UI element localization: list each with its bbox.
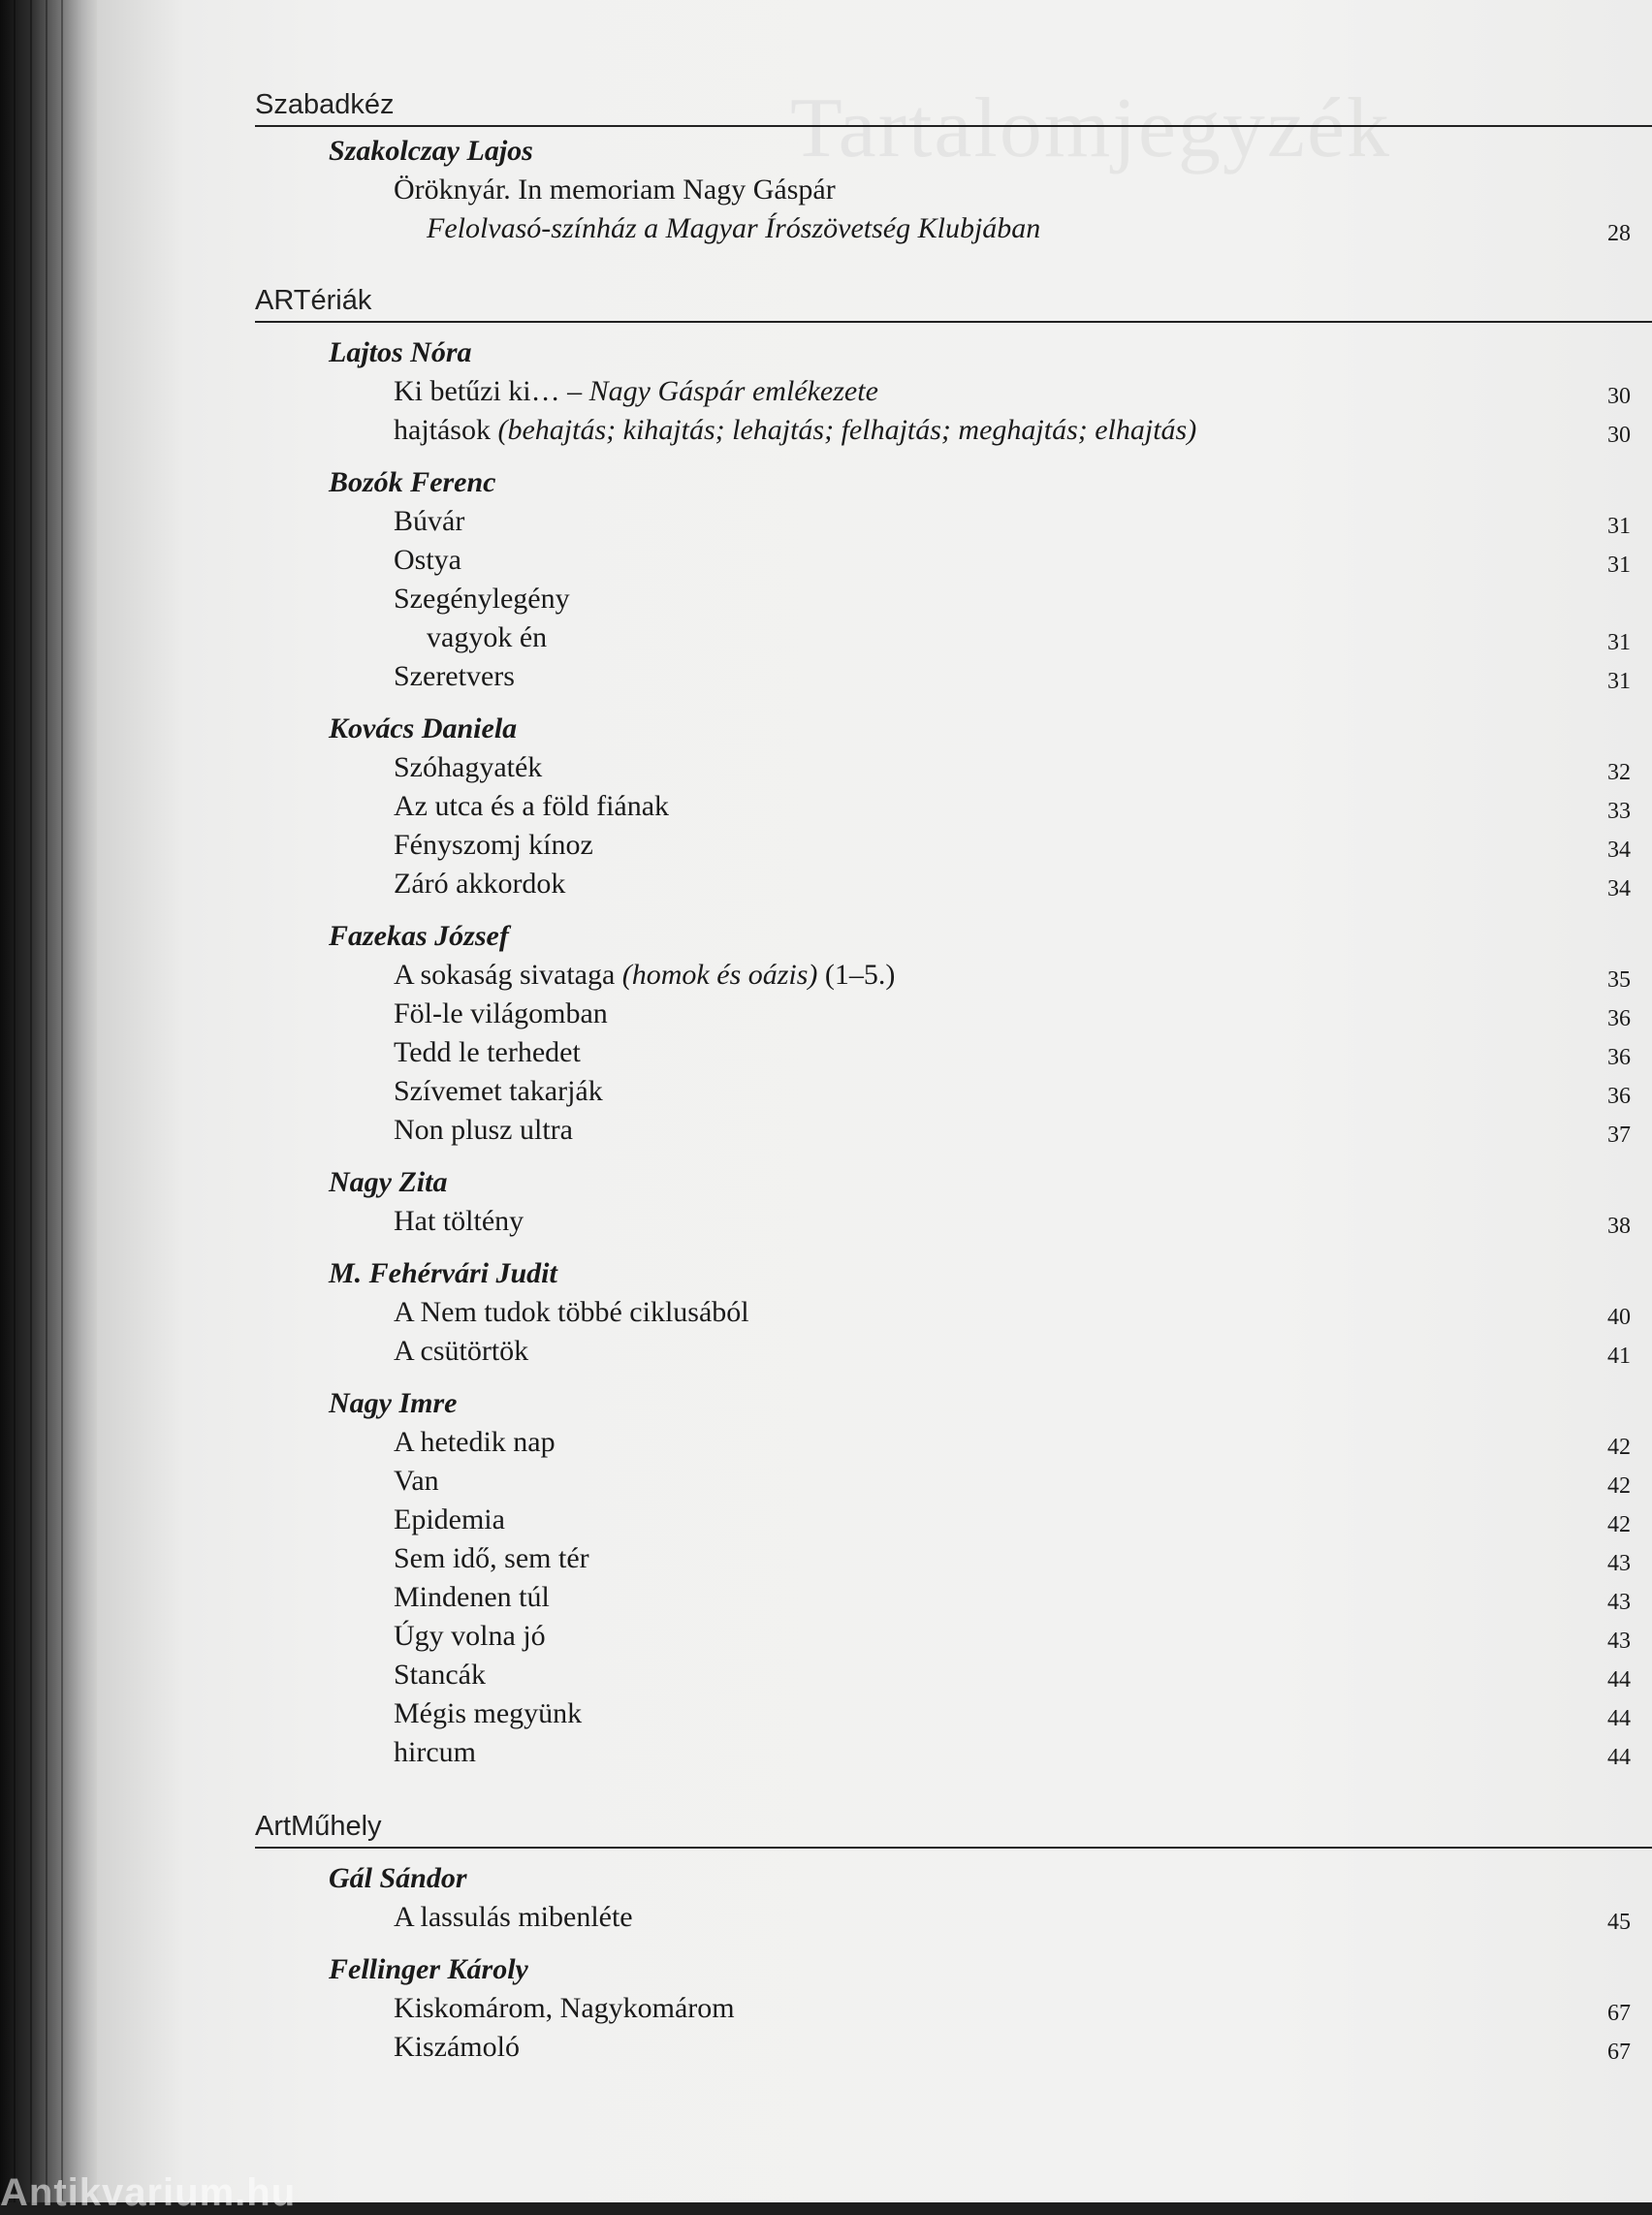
spine-fiber [14,0,16,2202]
page-number: 44 [1607,1706,1631,1731]
entry-title-italic: Nagy Gáspár emlékezete [588,375,878,407]
entry-title [394,995,608,1033]
toc-entry-row [97,865,1652,903]
toc-entry-row [97,1989,1652,2028]
entry-title [394,502,464,541]
entry-title [394,1202,524,1241]
entry-title [394,411,1196,450]
toc-entry-row [97,826,1652,865]
page-number: 45 [1607,1910,1631,1935]
toc-entry-row [97,1733,1652,1772]
page-number: 42 [1607,1473,1631,1499]
page-number: 34 [1607,876,1631,902]
author-name: Kovács Daniela [329,712,518,744]
entry-title [394,1293,749,1332]
entry-title [394,865,565,903]
page-number: 42 [1607,1512,1631,1537]
entry-title-text: A hetedik nap [394,1426,556,1458]
toc-author-row [97,333,1652,372]
page-number: 31 [1607,553,1631,578]
toc-entry-row [97,502,1652,541]
page-number: 30 [1607,423,1631,448]
entry-title-text: Öröknyár. In memoriam Nagy Gáspár [394,174,836,206]
page-number: 31 [1607,630,1631,655]
entry-title [394,1733,476,1772]
page-number: 67 [1607,2040,1631,2065]
toc-entry-row [97,1293,1652,1332]
entry-title [394,1578,550,1617]
entry-title [394,1423,556,1462]
entry-title-text: Szeretvers [394,660,515,692]
entry-title [394,541,461,580]
author-name: M. Fehérvári Judit [329,1257,557,1289]
entry-title [394,956,895,995]
page-number: 40 [1607,1305,1631,1330]
section-heading: Szabadkéz [255,87,1652,127]
page-number: 33 [1607,799,1631,824]
page-number: 44 [1607,1745,1631,1770]
toc-author-row [97,917,1652,956]
toc-entry-row [97,1617,1652,1656]
page-number: 31 [1607,669,1631,694]
entry-title [394,1111,573,1150]
entry-title-text: vagyok én [427,621,548,653]
spine-fiber [30,0,32,2202]
toc-author-row [97,132,1652,171]
toc-entry-row [97,1423,1652,1462]
entry-title-italic: (behajtás; kihajtás; lehajtás; felhajtás; meghajtás; elhajtás) [497,414,1197,446]
entry-title [394,1501,505,1539]
toc-entry-row [97,1539,1652,1578]
toc-entry-row [97,1332,1652,1371]
entry-title [394,826,593,865]
entry-title-text: Föl-le világomban [394,997,608,1029]
page-number: 36 [1607,1006,1631,1031]
toc-entry-row [97,956,1652,995]
toc-entry-row [97,1656,1652,1694]
toc-entry-row [97,1033,1652,1072]
entry-title [427,209,1040,248]
entry-title-text: Szóhagyaték [394,751,543,783]
author-name: Gál Sándor [329,1862,467,1894]
page-number: 38 [1607,1214,1631,1239]
toc-entry-row [97,1694,1652,1733]
toc-entry-row [97,372,1652,411]
page-number: 37 [1607,1123,1631,1148]
entry-title [394,1617,546,1656]
toc-author-row [97,1384,1652,1423]
toc-entry-row [97,787,1652,826]
entry-title [394,657,515,696]
toc-entry-row [97,411,1652,450]
toc-entry-row [97,1111,1652,1150]
entry-title [394,1694,582,1733]
entry-title-text: A sokaság sivataga [394,959,622,991]
entry-title-text: hajtások [394,414,498,446]
section-heading: ArtMűhely [255,1809,1652,1849]
entry-title [394,171,836,209]
entry-title [394,1539,589,1578]
author-name: Nagy Zita [329,1166,448,1198]
entry-title [394,748,542,787]
entry-title-text: Ki betűzi ki… – [394,375,589,407]
entry-title [394,1033,581,1072]
entry-title [427,618,547,657]
toc-entry-row [97,2028,1652,2067]
page-number: 43 [1607,1551,1631,1576]
entry-title-text: Úgy volna jó [394,1620,546,1652]
entry-title [394,1989,735,2028]
entry-title-text: Az utca és a föld fiának [394,790,670,822]
entry-title-text: Hat töltény [394,1205,524,1237]
page-number: 67 [1607,2001,1631,2026]
entry-title [394,1656,486,1694]
entry-title-italic: (homok és oázis) [621,959,818,991]
author-name: Szakolczay Lajos [329,135,533,167]
show-through-heading: Tartalomjegyzék [790,81,1392,175]
entry-title [394,1072,603,1111]
entry-title-text: A lassulás mibenléte [394,1901,633,1933]
entry-title-text: Kiszámoló [394,2031,520,2063]
entry-title-text: Fényszomj kínoz [394,829,593,861]
entry-title-text: Van [394,1465,439,1497]
entry-title-text: Stancák [394,1659,486,1691]
spine-fiber [61,0,63,2202]
author-name: Nagy Imre [329,1387,458,1419]
section-heading: ARTériák [255,283,1652,323]
entry-title-text: hircum [394,1736,476,1768]
entry-title [394,787,669,826]
entry-title-text: Non plusz ultra [394,1114,573,1146]
toc-entry-row [97,1202,1652,1241]
entry-title [394,1898,633,1937]
entry-title-text: Epidemia [394,1503,505,1535]
page-number: 44 [1607,1667,1631,1693]
entry-title-text: Búvár [394,505,465,537]
entry-title-text: Szívemet takarják [394,1075,603,1107]
page-number: 34 [1607,838,1631,863]
toc-entry-row [97,580,1652,618]
page-number: 36 [1607,1045,1631,1070]
page-number: 28 [1607,221,1631,246]
entry-title [394,1462,439,1501]
toc-author-row [97,1859,1652,1898]
entry-title-suffix: (1–5.) [817,959,896,991]
author-name: Fellinger Károly [329,1953,528,1985]
toc-entry-row [97,171,1652,209]
entry-title-text: Mégis megyünk [394,1697,583,1729]
author-name: Lajtos Nóra [329,336,472,368]
watermark: Antikvarium.hu [0,2171,297,2214]
entry-title [394,372,878,411]
toc-page [97,0,1652,2202]
entry-title-text: Mindenen túl [394,1581,550,1613]
toc-entry-row [97,1578,1652,1617]
book-spine-shadow [0,0,101,2202]
page-number: 43 [1607,1629,1631,1654]
toc-author-row [97,1254,1652,1293]
page-number: 31 [1607,514,1631,539]
toc-author-row [97,463,1652,502]
toc-entry-row [97,618,1652,657]
spine-fiber [46,0,48,2202]
toc-entry-row [97,1501,1652,1539]
entry-title-text: A Nem tudok többé ciklusából [394,1296,749,1328]
page-number: 32 [1607,760,1631,785]
toc-entry-row [97,1072,1652,1111]
toc-entry-row [97,748,1652,787]
author-name: Fazekas József [329,920,509,952]
toc-entry-row [97,995,1652,1033]
page-number: 41 [1607,1344,1631,1369]
page-number: 42 [1607,1435,1631,1460]
entry-title-text: A csütörtök [394,1335,529,1367]
page-number: 43 [1607,1590,1631,1615]
page-number: 36 [1607,1084,1631,1109]
author-name: Bozók Ferenc [329,466,496,498]
entry-title-text: Szegénylegény [394,583,570,615]
toc-entry-row [97,209,1652,248]
entry-title-text: Tedd le terhedet [394,1036,581,1068]
entry-title-text: Kiskomárom, Nagykomárom [394,1992,735,2024]
entry-title [394,2028,520,2067]
entry-title-text: Záró akkordok [394,868,566,900]
page-number: 30 [1607,384,1631,409]
toc-entry-row [97,1898,1652,1937]
toc-author-row [97,1950,1652,1989]
page-number: 35 [1607,967,1631,993]
toc-author-row [97,710,1652,748]
entry-title [394,580,570,618]
toc-entry-row [97,541,1652,580]
toc-entry-row [97,1462,1652,1501]
entry-title-text: Ostya [394,544,461,576]
entry-title-text: Sem idő, sem tér [394,1542,589,1574]
entry-title [394,1332,528,1371]
toc-author-row [97,1163,1652,1202]
entry-title-text: Felolvasó-színház a Magyar Írószövetség Klubjában [427,212,1041,244]
toc-entry-row [97,657,1652,696]
